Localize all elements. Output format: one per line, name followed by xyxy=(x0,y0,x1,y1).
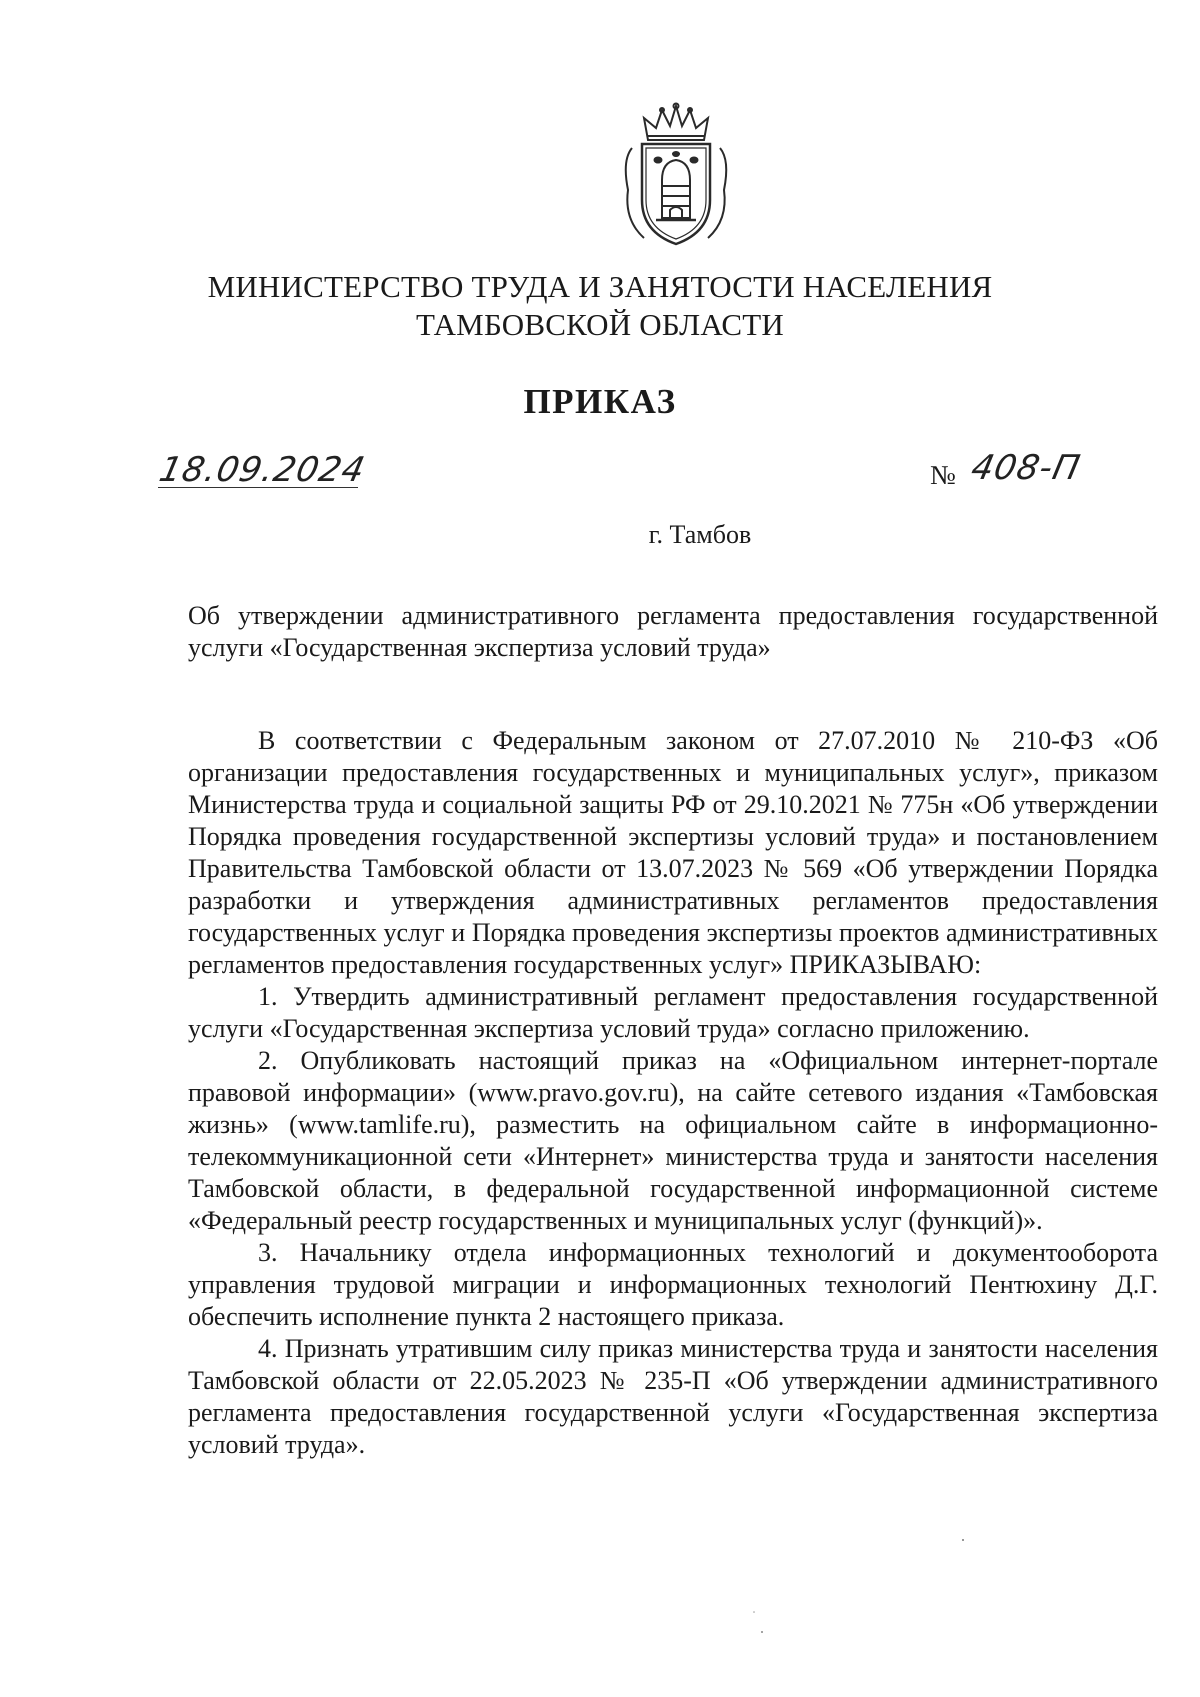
handwritten-number: 408-П xyxy=(967,448,1084,488)
item-3-paragraph: 3. Начальнику отдела информационных технологий и документооборота управления трудовой миграции и информационных технологий Пентюхину Д.Г. обеспечить исполнение пункта 2 настоящего приказа. xyxy=(188,1238,1158,1331)
date-underline xyxy=(158,487,358,488)
ministry-name xyxy=(150,268,1050,344)
handwritten-date: 18.09.2024 xyxy=(155,450,369,490)
ministry-name-line1: МИНИСТЕРСТВО ТРУДА И ЗАНЯТОСТИ НАСЕЛЕНИЯ xyxy=(207,269,993,304)
tambov-coat-of-arms-icon xyxy=(614,100,738,250)
item-1-paragraph: 1. Утвердить административный регламент предоставления государственной услуги «Государственная экспертиза условий труда» согласно приложению. xyxy=(188,982,1158,1043)
number-sign: № xyxy=(930,460,956,490)
document-title: Об утверждении административного регламента предоставления государственной услуги «Государственная экспертиза условий труда» xyxy=(188,601,1158,662)
city: г. Тамбов xyxy=(648,520,752,549)
item-2-paragraph: 2. Опубликовать настоящий приказ на «Официальном интернет-портале правовой информации» (www.pravo.gov.ru), на сайте сетевого издания «Тамбовская жизнь» (www.tamlife.ru), разместить на официальном сайте в информационно-телекоммуникационной сети «Интернет» министерства труда и занятости населения Тамбовской области, в федеральной государственной информационной системе «Федеральный реестр государственных и муниципальных услуг (функций)». xyxy=(188,1046,1158,1235)
preamble-paragraph: В соответствии с Федеральным законом от 27.07.2010 № 210-ФЗ «Об организации предоставления государственных и муниципальных услуг», приказом Министерства труда и социальной защиты РФ от 29.10.2021 № 775н «Об утверждении Порядка проведения государственной экспертизы условий труда» и постановлением Правительства Тамбовской области от 13.07.2023 № 569 «Об утверждении Порядка разработки и утверждения административных регламентов предоставления государственных услуг и Порядка проведения экспертизы проектов административных регламентов предоставления государственных услуг» ПРИКАЗЫВАЮ: xyxy=(188,726,1158,979)
item-4-paragraph: 4. Признать утратившим силу приказ министерства труда и занятости населения Тамбовской области от 22.05.2023 № 235-П «Об утверждении административного регламента предоставления государственной услуги «Государственная экспертиза условий труда». xyxy=(188,1334,1158,1459)
ministry-name-line2: ТАМБОВСКОЙ ОБЛАСТИ xyxy=(416,307,784,342)
document-body xyxy=(188,725,1158,1461)
document-type: ПРИКАЗ xyxy=(523,382,677,421)
